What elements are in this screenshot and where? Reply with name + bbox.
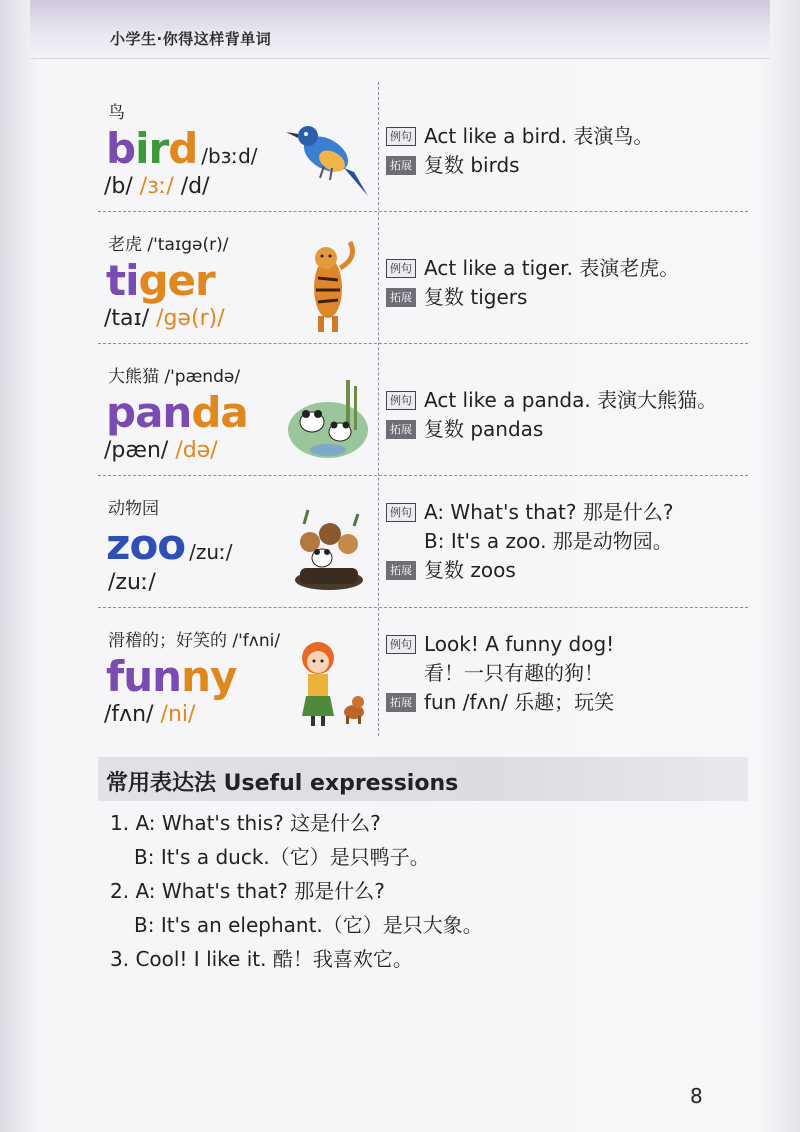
- extend-line: [386, 151, 746, 180]
- example-line: [386, 122, 746, 151]
- word-part: pan: [106, 388, 192, 437]
- word-part: fun: [106, 652, 182, 701]
- panda-illustration: [284, 370, 374, 466]
- phonics-part: /də/: [175, 438, 218, 463]
- vocabulary-table: [98, 80, 748, 739]
- book-title: 小学生·你得这样背单词: [110, 30, 272, 48]
- example-sentence: 看！一只有趣的狗！: [424, 661, 604, 685]
- headword-line: [106, 256, 215, 305]
- phonics-part: /d/: [180, 174, 210, 199]
- expression-line: B: It's an elephant.（它）是只大象。: [134, 913, 483, 937]
- word-part: da: [191, 388, 248, 437]
- example-tag: 例句: [386, 259, 416, 278]
- tiger-illustration: [284, 238, 374, 334]
- page-number: 8: [690, 1084, 703, 1108]
- phonics-part: /gə(r)/: [156, 306, 225, 331]
- word-part: ny: [181, 652, 237, 701]
- extend-tag: 拓展: [386, 156, 416, 175]
- vocab-row-tiger: [98, 212, 748, 344]
- extend-text: 复数 tigers: [424, 285, 528, 309]
- example-sentence: B: It's a zoo. 那是动物园。: [424, 529, 673, 553]
- headword-line: [106, 388, 248, 437]
- phonics-part: /pæn/: [104, 438, 169, 463]
- example-line: [386, 254, 746, 283]
- extend-line: [386, 688, 746, 717]
- section-title: 常用表达法 Useful expressions: [106, 771, 459, 796]
- headword-line: [106, 124, 258, 173]
- vocab-row-funny: [98, 608, 748, 739]
- example-line: [386, 498, 746, 527]
- phonics-part: /fʌn/: [104, 702, 154, 727]
- vocab-row-bird: [98, 80, 748, 212]
- phonics-part: /ɜː/: [139, 174, 174, 199]
- expression-line: 3. Cool! I like it. 酷！我喜欢它。: [110, 947, 413, 971]
- headword: [106, 652, 236, 701]
- extend-line: [386, 556, 746, 585]
- chinese-meaning: 动物园: [108, 499, 159, 519]
- extend-line: [386, 283, 746, 312]
- example-sentence: Act like a tiger. 表演老虎。: [424, 256, 680, 280]
- headword: [106, 520, 185, 569]
- extend-tag: 拓展: [386, 420, 416, 439]
- expression-line: 2. A: What's that? 那是什么?: [110, 879, 385, 903]
- phonics-breakdown: [104, 702, 195, 727]
- vocab-row-zoo: [98, 476, 748, 608]
- extend-tag: 拓展: [386, 561, 416, 580]
- page-header: [30, 0, 770, 59]
- chinese-meaning: 滑稽的；好笑的 /'fʌni/: [108, 631, 281, 651]
- example-line: [386, 630, 746, 659]
- extend-line: [386, 415, 746, 444]
- expression-line: 1. A: What's this? 这是什么?: [110, 811, 381, 835]
- phonics-part: /ni/: [160, 702, 196, 727]
- phonics-breakdown: [104, 174, 210, 199]
- example-line: [386, 527, 746, 556]
- headword-line: [106, 520, 233, 569]
- example-block: [386, 254, 746, 312]
- chinese-meaning: 大熊猫 /'pændə/: [108, 367, 241, 387]
- phonics-part: /b/: [104, 174, 133, 199]
- headword-line: [106, 652, 236, 701]
- vocab-row-panda: [98, 344, 748, 476]
- zoo-illustration: [284, 502, 374, 598]
- example-sentence: Act like a panda. 表演大熊猫。: [424, 388, 718, 412]
- bird-illustration: [284, 106, 374, 202]
- phonics-breakdown: [108, 570, 156, 595]
- example-sentence: Look! A funny dog!: [424, 632, 615, 656]
- example-tag: 例句: [386, 635, 416, 654]
- extend-text: 复数 zoos: [424, 558, 516, 582]
- ipa-transcription: /zuː/: [189, 540, 233, 564]
- expression-line: B: It's a duck.（它）是只鸭子。: [134, 845, 430, 869]
- example-sentence: Act like a bird. 表演鸟。: [424, 124, 654, 148]
- extend-text: fun /fʌn/ 乐趣；玩笑: [424, 690, 615, 714]
- headword: [106, 388, 248, 437]
- word-part: ti: [106, 256, 139, 305]
- chinese-meaning: 老虎 /'taɪgə(r)/: [108, 235, 229, 255]
- expressions-list: [110, 806, 483, 976]
- word-part: ger: [138, 256, 215, 305]
- extend-tag: 拓展: [386, 693, 416, 712]
- extend-text: 复数 pandas: [424, 417, 544, 441]
- phonics-part: /zuː/: [108, 570, 156, 595]
- word-part: zoo: [106, 520, 186, 569]
- example-tag: 例句: [386, 127, 416, 146]
- ipa-transcription: /bɜːd/: [201, 144, 258, 168]
- girl-with-dog-illustration: [284, 634, 374, 730]
- example-block: [386, 122, 746, 180]
- chinese-meaning: 鸟: [108, 103, 125, 123]
- word-part: ir: [135, 124, 169, 173]
- phonics-part: /taɪ/: [104, 306, 150, 331]
- example-block: [386, 386, 746, 444]
- example-sentence: A: What's that? 那是什么?: [424, 500, 674, 524]
- useful-expressions-header: [98, 757, 748, 801]
- example-tag: 例句: [386, 391, 416, 410]
- example-block: [386, 498, 746, 585]
- headword: [106, 124, 197, 173]
- example-line: [386, 659, 746, 688]
- headword: [106, 256, 215, 305]
- word-part: d: [168, 124, 198, 173]
- example-line: [386, 386, 746, 415]
- example-tag: 例句: [386, 503, 416, 522]
- phonics-breakdown: [104, 306, 225, 331]
- phonics-breakdown: [104, 438, 218, 463]
- extend-text: 复数 birds: [424, 153, 520, 177]
- example-block: [386, 630, 746, 717]
- word-part: b: [106, 124, 136, 173]
- extend-tag: 拓展: [386, 288, 416, 307]
